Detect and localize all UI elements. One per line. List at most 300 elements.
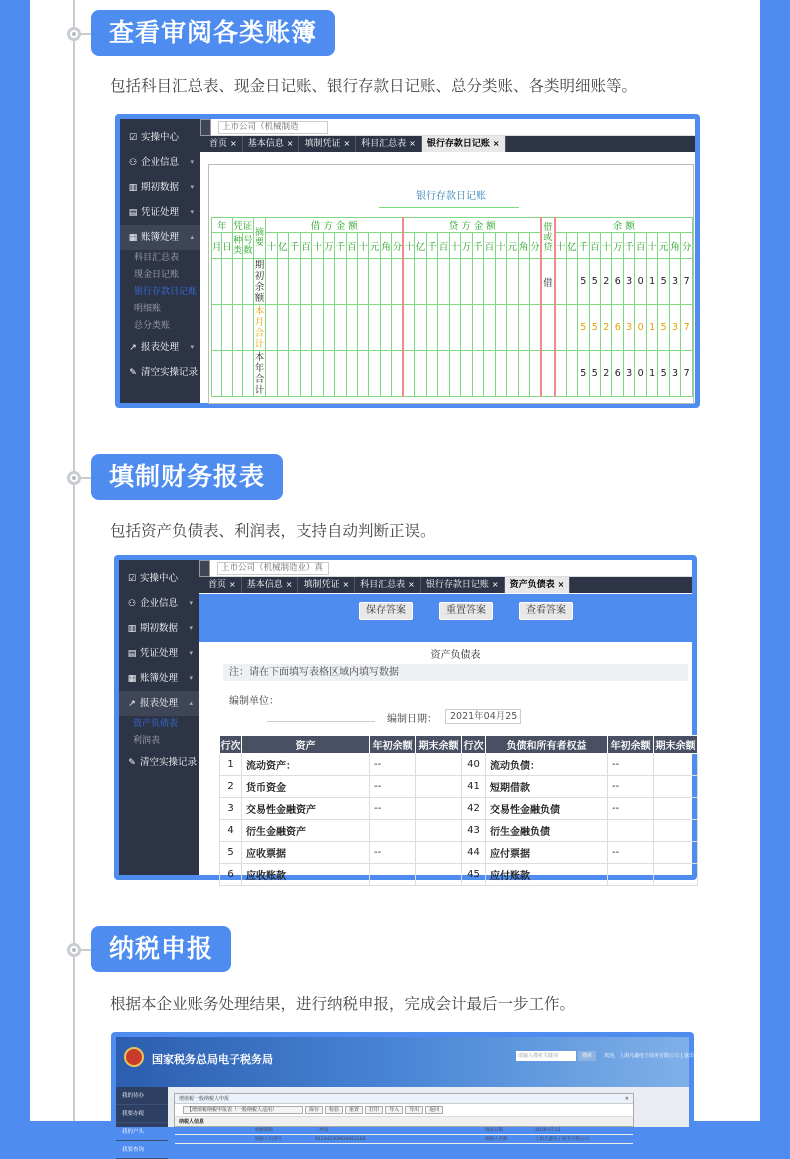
table-cell[interactable]: -- [370, 842, 416, 864]
menu-icon: ✎ [129, 368, 137, 378]
date-label: 编制日期： [387, 714, 437, 725]
close-tab-icon[interactable]: × [408, 580, 415, 589]
debit-cell[interactable] [357, 351, 368, 397]
toolbar-button[interactable]: 检验 [325, 1106, 343, 1114]
credit-cell[interactable] [530, 351, 542, 397]
timeline-dot [67, 27, 81, 41]
unit-input[interactable] [267, 721, 375, 722]
table-cell[interactable]: -- [608, 754, 654, 776]
sidebar-item-label: 期初数据 [141, 182, 180, 193]
sidebar-item[interactable] [120, 125, 200, 150]
credit-cell[interactable] [484, 259, 495, 305]
ledger-cell[interactable] [232, 305, 242, 351]
table-cell[interactable]: -- [370, 776, 416, 798]
digit-header: 千 [623, 233, 634, 259]
company-select[interactable]: 上市公司（机械制造业）真 [217, 562, 329, 575]
digit-header: 十 [555, 233, 566, 259]
menu-icon: ▤ [128, 208, 138, 218]
number-header: 号数 [243, 233, 253, 259]
credit-cell[interactable] [438, 305, 449, 351]
table-cell[interactable] [416, 820, 462, 842]
column-header: 期末余额 [416, 736, 462, 754]
company-select[interactable]: 上市公司（机械制造 [218, 121, 328, 134]
close-tab-icon[interactable]: × [491, 580, 499, 589]
table-cell: 短期借款 [486, 776, 608, 798]
digit-header: 十 [601, 233, 612, 259]
column-header: 资产 [242, 736, 370, 754]
sidebar-item[interactable] [120, 225, 200, 250]
menu-icon: ▥ [128, 183, 138, 193]
credit-cell[interactable] [449, 259, 460, 305]
ledger-cell[interactable] [212, 351, 222, 397]
credit-cell[interactable] [415, 351, 426, 397]
digit-header: 千 [426, 233, 437, 259]
balance-sheet-screenshot [114, 555, 697, 880]
tax-menu-item[interactable]: 我的待办 [116, 1087, 168, 1105]
credit-cell[interactable] [530, 259, 542, 305]
debit-cell[interactable] [266, 351, 277, 397]
ledger-cell[interactable] [212, 259, 222, 305]
credit-cell[interactable] [530, 305, 542, 351]
sidebar-item[interactable] [120, 150, 200, 175]
summary-cell: 本年合计 [254, 351, 265, 396]
credit-cell[interactable] [484, 351, 495, 397]
debit-cell[interactable] [357, 305, 368, 351]
debit-cell[interactable] [266, 259, 277, 305]
balance-digit: 6 [612, 259, 623, 305]
sidebar-item[interactable] [119, 591, 199, 616]
digit-header: 亿 [277, 233, 288, 259]
digit-header: 分 [681, 233, 693, 259]
timeline-dot [67, 471, 81, 485]
credit-cell[interactable] [461, 259, 472, 305]
debit-cell[interactable] [289, 259, 300, 305]
digit-header: 千 [472, 233, 483, 259]
form-select[interactable]: 【增值税纳税申报表（一般纳税人适用） [183, 1106, 303, 1114]
sidebar-subitem[interactable]: 银行存款日记账 [134, 287, 198, 297]
debit-cell[interactable] [392, 351, 403, 397]
summary-cell: 本月合计 [254, 305, 265, 350]
close-tab-icon[interactable]: × [286, 139, 294, 148]
debit-cell[interactable] [300, 259, 311, 305]
form-value[interactable]: 上海凡鑫电子商务有限公司 [535, 1137, 589, 1142]
credit-cell[interactable] [472, 351, 483, 397]
sidebar-subitem[interactable]: 现金日记账 [134, 270, 180, 280]
menu-icon: ☑ [128, 133, 138, 143]
form-value[interactable]: 2019-07-11 [535, 1128, 562, 1133]
sidebar-item[interactable] [119, 641, 199, 666]
tab[interactable] [204, 136, 243, 152]
debit-cell[interactable] [380, 351, 391, 397]
credit-cell[interactable] [438, 351, 449, 397]
sidebar-item-label: 企业信息 [141, 157, 180, 168]
column-header: 年初余额 [370, 736, 416, 754]
table-cell: 4 [220, 820, 242, 842]
debit-cell[interactable] [380, 305, 391, 351]
section-title: 填制财务报表 [91, 454, 283, 500]
digit-header: 分 [392, 233, 403, 259]
debit-cell[interactable] [346, 259, 357, 305]
digit-header: 十 [495, 233, 506, 259]
tab-label: 资产负债表 [509, 580, 555, 590]
close-tab-icon[interactable]: × [342, 580, 350, 589]
debit-cell[interactable] [312, 305, 323, 351]
tab[interactable] [422, 136, 506, 152]
debit-cell[interactable] [289, 351, 300, 397]
table-cell: 货币资金 [242, 776, 370, 798]
sidebar-item[interactable] [120, 360, 200, 385]
ledger-cell[interactable] [222, 351, 232, 397]
tax-screenshot [111, 1032, 694, 1153]
credit-cell[interactable] [495, 305, 506, 351]
balance-digit: 5 [578, 351, 589, 397]
tab[interactable] [421, 577, 505, 593]
sidebar-toggle-button[interactable] [199, 560, 210, 577]
menu-icon: ✎ [128, 758, 136, 768]
sidebar-item-label: 企业信息 [140, 598, 179, 609]
credit-cell[interactable] [403, 351, 414, 397]
sidebar-item[interactable] [119, 750, 199, 775]
tab[interactable] [356, 136, 422, 152]
debit-cell[interactable] [277, 305, 288, 351]
sidebar-item-label: 清空实操记录 [140, 757, 198, 768]
tab[interactable] [505, 577, 571, 593]
digit-header: 千 [335, 233, 346, 259]
sidebar-toggle-button[interactable] [200, 119, 211, 136]
tab-bar [200, 136, 695, 152]
menu-icon: ☑ [127, 574, 137, 584]
balance-digit: 5 [578, 305, 589, 351]
sidebar-item[interactable] [119, 616, 199, 641]
search-button[interactable]: 搜索 [578, 1051, 596, 1061]
tax-header [116, 1037, 694, 1087]
sidebar-subitem[interactable]: 利润表 [133, 736, 161, 746]
timeline-dot [67, 943, 81, 957]
debit-cell[interactable] [335, 351, 346, 397]
sidebar-item-label: 凭证处理 [140, 648, 179, 659]
sidebar-item[interactable] [120, 200, 200, 225]
balance-digit: 0 [635, 305, 646, 351]
table-cell: 5 [220, 842, 242, 864]
sidebar-item-label: 账簿处理 [140, 673, 179, 684]
digit-header: 万 [323, 233, 334, 259]
debit-cell[interactable] [277, 259, 288, 305]
tab-label: 基本信息 [247, 139, 284, 149]
debit-cell[interactable] [335, 305, 346, 351]
ledger-cell[interactable] [222, 259, 232, 305]
column-header: 行次 [220, 736, 242, 754]
tax-sidebar [116, 1087, 168, 1153]
table-cell[interactable] [370, 820, 416, 842]
debit-cell[interactable] [346, 351, 357, 397]
table-cell[interactable]: -- [608, 798, 654, 820]
table-cell: 3 [220, 798, 242, 820]
credit-cell[interactable] [472, 259, 483, 305]
close-tab-icon[interactable]: × [343, 139, 351, 148]
balance-digit: 5 [589, 351, 600, 397]
table-cell[interactable] [654, 864, 698, 886]
toolbar-button[interactable]: 导入 [385, 1106, 403, 1114]
close-tab-icon[interactable]: × [229, 580, 236, 589]
credit-cell[interactable] [518, 259, 529, 305]
debit-cell[interactable] [335, 259, 346, 305]
balance-digit: 7 [681, 259, 693, 305]
table-cell[interactable] [416, 798, 462, 820]
credit-cell[interactable] [415, 259, 426, 305]
menu-icon: ↗ [129, 343, 137, 353]
digit-header: 百 [635, 233, 646, 259]
digit-header: 千 [578, 233, 589, 259]
balance-digit: 3 [623, 305, 634, 351]
sidebar-item-label: 实操中心 [141, 132, 180, 143]
credit-cell[interactable] [426, 351, 437, 397]
sidebar-subitem[interactable]: 总分类账 [134, 321, 171, 331]
credit-cell[interactable] [449, 351, 460, 397]
debit-cell[interactable] [323, 259, 334, 305]
credit-cell[interactable] [518, 351, 529, 397]
table-cell: 衍生金融负债 [486, 820, 608, 842]
summary-header: 摘要 [253, 218, 266, 259]
digit-header: 角 [669, 233, 680, 259]
table-cell[interactable] [416, 776, 462, 798]
tax-menu-item[interactable]: 我要查询 [116, 1141, 168, 1159]
tab-label: 银行存款日记账 [426, 139, 490, 149]
credit-cell[interactable] [403, 259, 414, 305]
credit-cell[interactable] [507, 305, 518, 351]
tab[interactable] [242, 577, 299, 593]
toolbar-button[interactable]: 返回 [425, 1106, 443, 1114]
ledger-title: 银行存款日记账 [416, 191, 486, 202]
ledger-cell[interactable] [232, 351, 242, 397]
ledger-cell[interactable] [232, 259, 242, 305]
tax-site-title: 国家税务总局电子税务局 [152, 1053, 273, 1066]
debit-cell[interactable] [357, 259, 368, 305]
balance-digit: 0 [635, 351, 646, 397]
debit-credit-cell [541, 305, 555, 351]
table-cell: 交易性金融资产 [242, 798, 370, 820]
credit-cell[interactable] [507, 259, 518, 305]
balance-digit: 3 [623, 351, 634, 397]
debit-cell[interactable] [392, 305, 403, 351]
balance-digit: 1 [646, 259, 657, 305]
menu-icon: ⚇ [128, 158, 138, 168]
credit-cell[interactable] [507, 351, 518, 397]
column-header: 行次 [462, 736, 486, 754]
table-cell[interactable] [416, 864, 462, 886]
menu-icon: ⚇ [127, 599, 137, 609]
toolbar-button[interactable]: 保存 [305, 1106, 323, 1114]
debit-cell[interactable] [369, 259, 380, 305]
close-tab-icon[interactable]: × [285, 580, 293, 589]
ledger-cell[interactable] [243, 351, 253, 397]
balance-digit: 1 [646, 305, 657, 351]
debit-cell[interactable] [312, 259, 323, 305]
table-cell[interactable] [654, 776, 698, 798]
tab-label: 银行存款日记账 [425, 580, 489, 590]
tab[interactable] [355, 577, 421, 593]
table-cell[interactable] [654, 798, 698, 820]
menu-icon: ▦ [128, 233, 138, 243]
sidebar-subitem[interactable]: 明细账 [134, 304, 162, 314]
unit-label: 编制单位： [229, 696, 279, 707]
digit-header: 十 [312, 233, 323, 259]
balance-digit: 2 [601, 259, 612, 305]
form-value[interactable]: 91234230MO8923168 [315, 1137, 366, 1142]
debit-cell[interactable] [266, 305, 277, 351]
digit-header: 角 [518, 233, 529, 259]
digit-header: 十 [449, 233, 460, 259]
form-label: 纳税期限 [255, 1128, 273, 1133]
credit-cell[interactable] [472, 305, 483, 351]
voucher-header: 凭证 [232, 218, 253, 233]
debit-cell[interactable] [300, 351, 311, 397]
window-title [175, 1094, 633, 1104]
table-cell[interactable]: -- [608, 842, 654, 864]
save-answer-button[interactable]: 保存答案 [359, 602, 413, 620]
credit-cell[interactable] [484, 305, 495, 351]
table-cell[interactable] [654, 754, 698, 776]
ledger-cell[interactable] [212, 305, 222, 351]
table-cell[interactable] [416, 842, 462, 864]
ledger-cell[interactable] [243, 305, 253, 351]
toolbar-button[interactable]: 导出 [405, 1106, 423, 1114]
debit-cell[interactable] [289, 305, 300, 351]
chevron-icon: ▾ [189, 649, 193, 657]
table-cell: 应收账款 [242, 864, 370, 886]
toolbar-button[interactable]: 打印 [365, 1106, 383, 1114]
debit-cell[interactable] [380, 259, 391, 305]
digit-header: 十 [646, 233, 657, 259]
page-panel [30, 0, 760, 1153]
debit-cell[interactable] [300, 305, 311, 351]
sidebar-item-label: 账簿处理 [141, 232, 180, 243]
credit-cell[interactable] [461, 305, 472, 351]
credit-cell[interactable] [426, 259, 437, 305]
sidebar [119, 560, 199, 875]
tax-menu-item[interactable]: 我要办税 [116, 1105, 168, 1123]
credit-cell[interactable] [438, 259, 449, 305]
tax-menu-item[interactable]: 我的户头 [116, 1123, 168, 1141]
digit-header: 元 [658, 233, 669, 259]
form-label: 纳税人识别号 [255, 1137, 282, 1142]
table-cell[interactable] [654, 820, 698, 842]
sidebar-item-label: 报表处理 [141, 342, 180, 353]
credit-cell[interactable] [495, 259, 506, 305]
debit-header: 借 方 金 额 [266, 218, 404, 233]
table-cell[interactable]: -- [608, 776, 654, 798]
debit-cell[interactable] [277, 351, 288, 397]
chevron-icon: ▴ [189, 699, 193, 707]
digit-header: 分 [530, 233, 542, 259]
balance-digit: 2 [601, 351, 612, 397]
tab-label: 首页 [209, 139, 228, 149]
credit-cell[interactable] [449, 305, 460, 351]
kind-header: 种类 [232, 233, 242, 259]
tab-label: 填制凭证 [303, 580, 340, 590]
debit-cell[interactable] [323, 305, 334, 351]
chevron-icon: ▾ [190, 208, 194, 216]
table-cell[interactable]: -- [370, 754, 416, 776]
table-cell[interactable]: -- [370, 798, 416, 820]
balance-digit [566, 305, 577, 351]
chevron-icon: ▴ [190, 233, 194, 241]
credit-cell[interactable] [426, 305, 437, 351]
table-cell[interactable] [416, 754, 462, 776]
close-tab-icon[interactable]: × [492, 139, 500, 148]
day-header: 日 [222, 233, 232, 259]
credit-cell[interactable] [518, 305, 529, 351]
ledger-cell[interactable] [243, 259, 253, 305]
table-cell[interactable] [608, 820, 654, 842]
form-row [175, 1126, 633, 1135]
table-cell[interactable] [654, 842, 698, 864]
sidebar-item[interactable] [120, 335, 200, 360]
credit-cell[interactable] [403, 305, 414, 351]
table-cell: 应付账款 [486, 864, 608, 886]
month-header: 月 [212, 233, 222, 259]
toolbar-button[interactable]: 重置 [345, 1106, 363, 1114]
sidebar-item[interactable] [119, 691, 199, 716]
table-cell[interactable] [370, 864, 416, 886]
credit-cell[interactable] [415, 305, 426, 351]
credit-cell[interactable] [495, 351, 506, 397]
close-tab-icon[interactable]: × [230, 139, 237, 148]
credit-cell[interactable] [461, 351, 472, 397]
debit-cell[interactable] [346, 305, 357, 351]
close-tab-icon[interactable]: × [557, 580, 565, 589]
close-tab-icon[interactable]: × [409, 139, 416, 148]
form-value[interactable]: 三季度 [315, 1128, 329, 1133]
debit-cell[interactable] [323, 351, 334, 397]
sidebar-item[interactable] [120, 175, 200, 200]
digit-header: 百 [346, 233, 357, 259]
tab-label: 基本信息 [246, 580, 283, 590]
table-cell[interactable] [608, 864, 654, 886]
balance-header: 余 额 [555, 218, 693, 233]
debit-cell[interactable] [369, 305, 380, 351]
window-title-text: 增值税一般纳税人申报 [179, 1096, 230, 1102]
tab[interactable] [299, 136, 356, 152]
debit-cell[interactable] [369, 351, 380, 397]
ledger-cell[interactable] [222, 305, 232, 351]
search-input[interactable]: 请输入搜索关键词 [516, 1051, 576, 1061]
table-cell: 44 [462, 842, 486, 864]
digit-header: 元 [369, 233, 380, 259]
close-icon[interactable]: ✕ [624, 1096, 629, 1102]
column-header: 期末余额 [654, 736, 698, 754]
sidebar-subitem[interactable]: 资产负债表 [133, 719, 179, 729]
tab[interactable] [203, 577, 242, 593]
sidebar-item[interactable] [119, 566, 199, 591]
balance-table [219, 735, 698, 886]
debit-cell[interactable] [312, 351, 323, 397]
credit-header: 贷 方 金 额 [403, 218, 541, 233]
debit-cell[interactable] [392, 259, 403, 305]
reset-answer-button[interactable]: 重置答案 [439, 602, 493, 620]
sidebar-item[interactable] [119, 666, 199, 691]
table-cell: 6 [220, 864, 242, 886]
tab-label: 首页 [208, 580, 227, 590]
date-input[interactable]: 2021年04月25 [445, 709, 521, 724]
digit-header: 万 [612, 233, 623, 259]
balance-digit: 5 [589, 259, 600, 305]
sidebar-subitem[interactable]: 科目汇总表 [134, 253, 180, 263]
section-header: 纳税人信息 [175, 1116, 633, 1126]
view-answer-button[interactable]: 查看答案 [519, 602, 573, 620]
tab[interactable] [298, 577, 355, 593]
sidebar-item-label: 报表处理 [140, 698, 179, 709]
tab[interactable] [243, 136, 300, 152]
